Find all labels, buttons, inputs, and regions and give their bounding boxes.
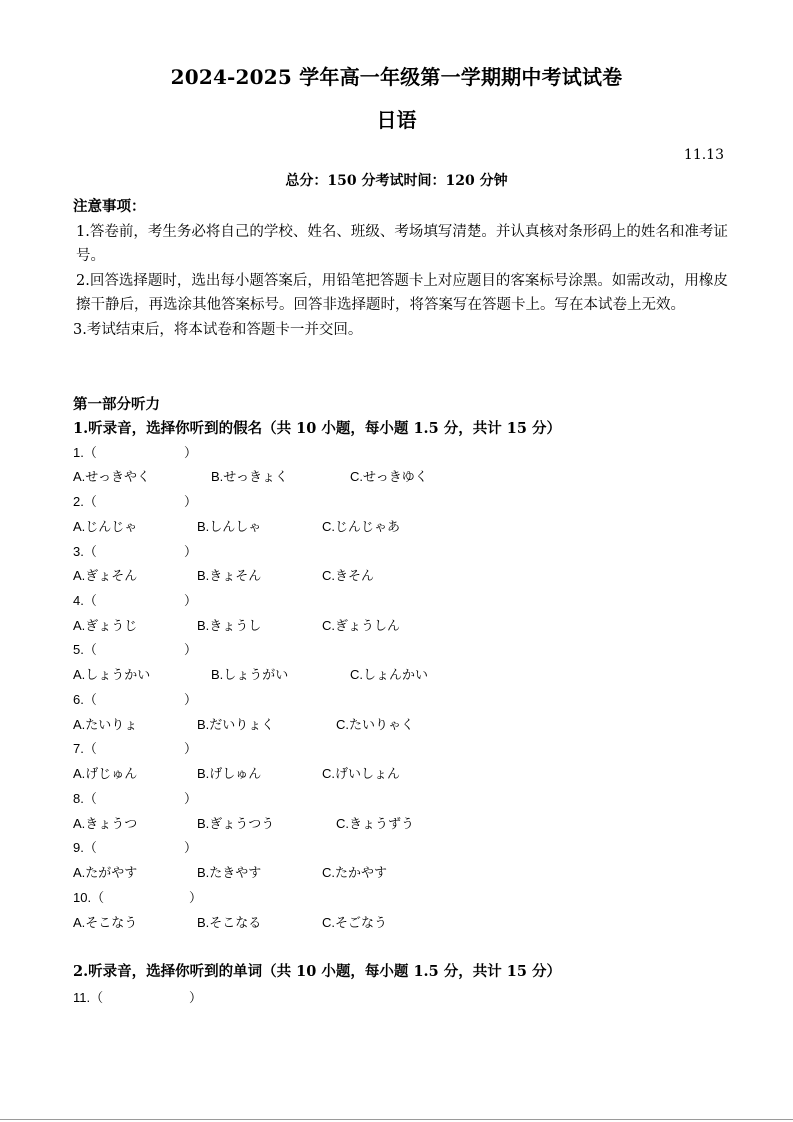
q5-option-a: A.しょうかい — [73, 667, 151, 682]
question-number-8: 8.（ ） — [73, 791, 198, 806]
q9-option-c: C.たかやす — [322, 865, 388, 880]
q5-option-c: C.しょんかい — [350, 667, 429, 682]
q8-option-b: B.ぎょうつう — [197, 816, 275, 831]
q2-option-a: A.じんじゃ — [73, 519, 138, 534]
exam-subject: 日语 — [376, 108, 417, 132]
section-2-title: 2.听录音，选择你听到的单词（共 10 小题，每小题 1.5 分，共计 15 分） — [73, 963, 562, 980]
exam-notes — [73, 195, 729, 342]
question-number-9: 9.（ ） — [73, 840, 198, 855]
score-and-time: 总分：150 分考试时间：120 分钟 — [285, 173, 508, 189]
q4-option-a: A.ぎょうじ — [73, 618, 138, 633]
q9-option-a: A.たがやす — [73, 865, 138, 880]
q6-option-c: C.たいりゃく — [336, 717, 415, 732]
part-title: 第一部分听力 — [73, 396, 160, 413]
q7-option-c: C.げいしょん — [322, 766, 401, 781]
q1-option-b: B.せっきょく — [211, 469, 289, 484]
q2-option-b: B.しんしゃ — [197, 519, 262, 534]
notes-item-1: 1.答卷前，考生务必将自己的学校、姓名、班级、考场填写清楚。并认真核对条形码上的姓名和准考证号。 — [76, 223, 728, 264]
notes-item-2: 2.回答选择题时，选出每小题答案后，用铅笔把答题卡上对应题目的客案标号涂黑。如需改动，用橡皮擦干静后，再选涂其他答案标号。回答非选择题时，将答案写在答题卡上。写在本试卷上无效。 — [76, 272, 728, 313]
q10-option-b: B.そこなる — [197, 915, 262, 930]
q3-option-b: B.きょそん — [197, 568, 262, 583]
q8-option-a: A.きょうつ — [73, 816, 138, 831]
exam-date: 11.13 — [683, 147, 724, 163]
page-bottom-divider — [0, 1119, 793, 1120]
q10-option-a: A.そこなう — [73, 915, 138, 930]
q6-option-a: A.たいりょ — [73, 717, 138, 732]
q9-option-b: B.たきやす — [197, 865, 262, 880]
notes-item-3: 3.考试结束后，将本试卷和答题卡一并交回。 — [73, 321, 363, 338]
q2-option-c: C.じんじゃあ — [322, 519, 401, 534]
q1-option-a: A.せっきやく — [73, 469, 151, 484]
q7-option-a: A.げじゅん — [73, 766, 138, 781]
q6-option-b: B.だいりょく — [197, 717, 275, 732]
q3-option-c: C.きそん — [322, 568, 375, 583]
q5-option-b: B.しょうがい — [211, 667, 289, 682]
exam-title: 2024-2025 学年高一年级第一学期期中考试试卷 — [170, 65, 623, 89]
section-1-title: 1.听录音，选择你听到的假名（共 10 小题，每小题 1.5 分，共计 15 分） — [73, 420, 562, 437]
question-number-11: 11.（ ） — [73, 990, 203, 1005]
question-number-3: 3.（ ） — [73, 544, 198, 559]
notes-heading: 注意事项： — [73, 198, 146, 215]
q8-option-c: C.きょうずう — [336, 816, 415, 831]
question-number-10: 10.（ ） — [73, 890, 203, 905]
q1-option-c: C.せっきゆく — [350, 469, 428, 484]
question-number-6: 6.（ ） — [73, 692, 198, 707]
question-number-2: 2.（ ） — [73, 494, 198, 509]
question-number-5: 5.（ ） — [73, 642, 198, 657]
q4-option-b: B.きょうし — [197, 618, 262, 633]
q4-option-c: C.ぎょうしん — [322, 618, 401, 633]
question-number-7: 7.（ ） — [73, 741, 198, 756]
question-number-4: 4.（ ） — [73, 593, 198, 608]
q3-option-a: A.ぎょそん — [73, 568, 138, 583]
question-number-1: 1.（ ） — [73, 445, 198, 460]
q10-option-c: C.そごなう — [322, 915, 388, 930]
q7-option-b: B.げしゅん — [197, 766, 262, 781]
